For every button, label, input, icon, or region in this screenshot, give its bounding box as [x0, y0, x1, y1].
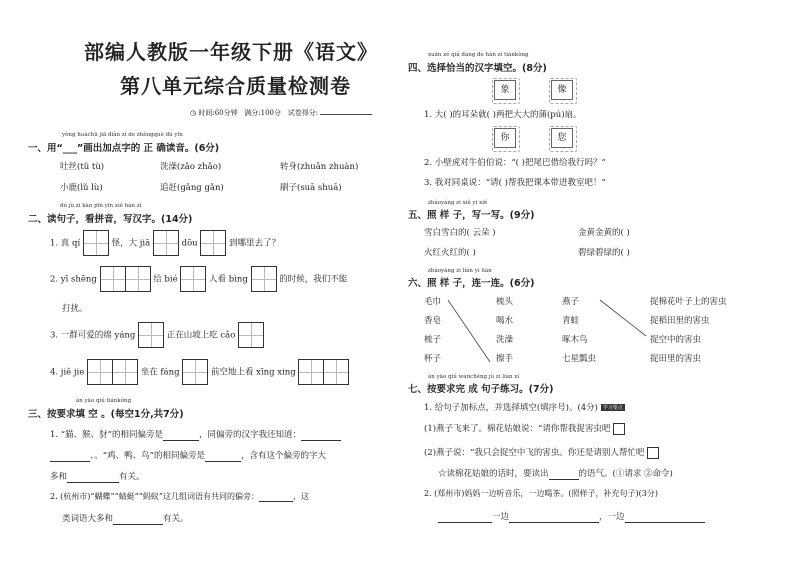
s6-pinyin: zhàoyàng zi lián yi lián	[428, 268, 492, 274]
exam-title: 部编人教版一年级下册《语文》	[84, 40, 378, 64]
s6-col4-item-2[interactable]: 捉稻田里的害虫	[650, 316, 710, 326]
s7-q2: 2. (郑州市)妈妈一边听音乐，一边喝茶。(照样子，补充句子)(3分)	[424, 489, 658, 498]
s2-q3: 3. 一群可爱的绵 yáng 正在山坡上吃 cǎo	[50, 322, 264, 348]
s3-q1-line2: 、。“鸡、鸭、鸟”的相同偏旁是 ，含有这个偏旁的字大	[50, 449, 326, 462]
s6-col3-item-2[interactable]: 青蛙	[562, 316, 580, 326]
s6-col4-item-4[interactable]: 捉田里的害虫	[650, 354, 702, 364]
s2-pinyin: dú jù zi kàn pīn yīn xiě hàn zì	[60, 203, 142, 209]
answer-blank[interactable]	[625, 512, 705, 523]
clock-icon: ◷	[190, 109, 197, 117]
study-tip-badge: 学习要点	[602, 405, 623, 411]
s7-title: 七、按要求完 成 句子练习。(7分)	[408, 384, 554, 395]
s1-pinyin: yòng huàchū jiā diǎn zì de zhèngquè dú yīn	[62, 132, 183, 138]
s7-pinyin: àn yāo qiú wánchéng jù zi liàn xí	[428, 374, 520, 380]
answer-blank[interactable]	[549, 469, 579, 480]
s2-q4: 4. jiě jie 坐在 fáng 前空地上看 xīng xing	[50, 359, 349, 385]
full-score: 满分:100分	[244, 109, 282, 117]
s3-q2-line2: 类词语大多和 有关。	[62, 514, 189, 524]
s5-c[interactable]: 火红火红的( )	[424, 248, 476, 258]
s6-col2-item-4[interactable]: 擦手	[496, 354, 514, 364]
exam-subtitle: 第八单元综合质量检测卷	[120, 74, 351, 98]
s6-col2-item-2[interactable]: 喝水	[496, 316, 514, 326]
s6-col3-item-3[interactable]: 啄木鸟	[562, 335, 588, 345]
s3-pinyin: àn yāo qiú tiánkòng	[76, 398, 132, 404]
s6-col3-item-1[interactable]: 燕子	[562, 297, 580, 307]
s7-q1-3: ☆读棉花姑娘的话时，要读出 的语气。(①请求 ②命令)	[438, 469, 673, 479]
s6-col4-item-3[interactable]: 捉空中的害虫	[650, 335, 702, 345]
s4-pinyin: xuǎn zé qià dàng de hàn zì tiánkòng	[428, 52, 529, 58]
punctuation-box[interactable]	[613, 423, 625, 435]
s4-q1[interactable]: 1. 大( )的耳朵就( )两把大大的蒲(pú)扇。	[424, 110, 582, 120]
s3-q1-line1: 1. “猫、猴、豺”的相同偏旁是 ，同偏旁的汉字我还知道：	[50, 428, 341, 441]
answer-blank[interactable]	[438, 512, 492, 523]
s7-q1-1: (1)燕子飞来了。棉花姑娘说：“请你帮我捉害虫吧	[424, 422, 625, 435]
s7-q2-answer: 一边 ，一边	[438, 510, 705, 523]
s2-q2-cont: 打扰。	[62, 304, 88, 314]
s1-item-1[interactable]: 吐丝(tǔ tù)	[60, 162, 105, 172]
punctuation-box[interactable]	[647, 447, 659, 459]
match-line-example-1	[448, 300, 490, 362]
s1-item-5[interactable]: 追赶(gǎng gǎn)	[160, 183, 224, 193]
option-char-4: 您	[551, 128, 573, 148]
s1-item-6[interactable]: 刷子(suā shuā)	[280, 183, 342, 193]
option-char-3: 你	[494, 128, 516, 148]
s6-col1-item-3[interactable]: 梳子	[424, 335, 442, 345]
s6-title: 六、照 样 子，连一连。(6分)	[408, 278, 535, 289]
s6-col1-item-4[interactable]: 杯子	[424, 354, 442, 364]
s3-title: 三、按要求填 空 。(每空1分,共7分)	[28, 409, 184, 420]
s6-col2-item-1[interactable]: 梳头	[496, 297, 514, 307]
s2-title: 二、读句子，看拼音，写汉字。(14分)	[28, 214, 193, 225]
score-label: 试卷得分:	[287, 109, 319, 117]
s6-col1-item-2[interactable]: 香皂	[424, 316, 442, 326]
s7-q1-2: (2)燕子说：“我只会捉空中飞的害虫。你还是请别人帮忙吧	[424, 446, 659, 459]
s1-item-2[interactable]: 洗澡(zǎo zhǎo)	[160, 162, 222, 172]
s5-d[interactable]: 碧绿碧绿的( )	[578, 248, 630, 258]
s6-col4-item-1[interactable]: 捉棉花叶子上的害虫	[650, 297, 727, 307]
option-char-2: 像	[551, 80, 573, 100]
s1-item-4[interactable]: 小鹿(lǔ lù)	[60, 183, 103, 193]
s2-q1: 1. 真 qí 怪，大 jiā dōu 到哪里去了？	[50, 230, 280, 256]
s1-title: 一、用“___”画出加点字的 正 确读音。(6分)	[28, 143, 220, 154]
s7-q1: 1. 给句子加标点，并选择填空(填序号)。(4分) 学习要点	[424, 403, 623, 413]
s5-b[interactable]: 金黄金黄的( )	[578, 228, 630, 238]
s1-item-3[interactable]: 转身(zhuǎn zhuàn)	[280, 162, 359, 172]
s5-title: 五、照 样 子，写一写。(9分)	[408, 210, 535, 221]
match-line-example-2	[600, 300, 646, 336]
s5-pinyin: zhàoyàng zi xiě yi xiě	[428, 200, 488, 206]
s4-q2[interactable]: 2. 小壁虎对牛伯伯说：“( )把尾巴借给我行吗？”	[424, 158, 606, 168]
answer-blank[interactable]	[509, 512, 599, 523]
s4-title: 四、选择恰当的汉字填空。(8分)	[408, 63, 547, 74]
time-limit: 时间:60分钟	[198, 109, 238, 117]
option-char-1: 象	[494, 80, 516, 100]
s3-q1-line3: 多和 有关。	[50, 472, 145, 482]
s3-q2-line1: 2. (杭州市)“蝴蝶”“蜻蜓”“蚂蚁”这几组词语有共同的偏旁： ，这	[50, 492, 309, 501]
s6-col3-item-4[interactable]: 七星瓢虫	[562, 354, 597, 364]
s2-q2: 2. yī shēng 给 bié 人看 bìng 的时候，我们不能	[50, 266, 347, 292]
s6-col2-item-3[interactable]: 洗澡	[496, 335, 514, 345]
s5-a: 雪白雪白的( 云朵 )	[424, 228, 496, 238]
s4-q3[interactable]: 3. 我对同桌说：“请( )帮我把课本带进教室吧！”	[424, 178, 606, 188]
s6-col1-item-1[interactable]: 毛巾	[424, 297, 442, 307]
